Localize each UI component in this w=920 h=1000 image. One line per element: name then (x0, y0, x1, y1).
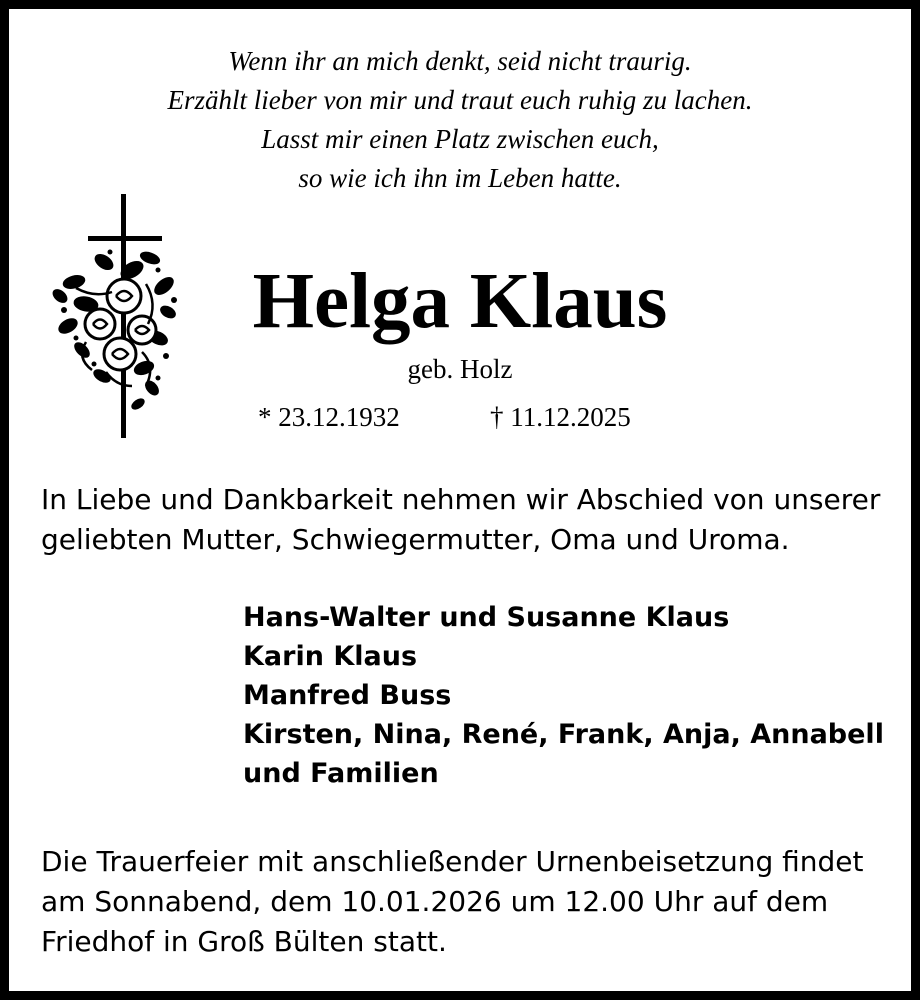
poem-line: Erzählt lieber von mir und traut euch ruhig zu lachen. (167, 85, 753, 115)
ceremony-line: Friedhof in Groß Bülten statt. (41, 925, 447, 958)
memorial-poem (60, 42, 860, 198)
death-date: † 11.12.2025 (490, 402, 631, 432)
maiden-name: geb. Holz (407, 354, 513, 384)
birth-date: * 23.12.1932 (258, 402, 400, 432)
mourners-list (243, 598, 883, 793)
cross-with-flowers-icon (46, 192, 182, 440)
poem-line: Wenn ihr an mich denkt, seid nicht traurig. (228, 46, 692, 76)
poem-line: so wie ich ihn im Leben hatte. (298, 163, 622, 193)
ceremony-text (41, 842, 881, 962)
mourner-entry: Manfred Buss (243, 680, 452, 711)
poem-line: Lasst mir einen Platz zwischen euch, (261, 124, 659, 154)
mourner-entry: Karin Klaus (243, 641, 418, 672)
deceased-name: Helga Klaus (252, 258, 668, 345)
farewell-text (41, 480, 881, 560)
ceremony-line: Die Trauerfeier mit anschließender Urnenbeisetzung findet (41, 845, 864, 878)
farewell-line: In Liebe und Dankbarkeit nehmen wir Abschied von unserer (41, 483, 881, 516)
ceremony-line: am Sonnabend, dem 10.01.2026 um 12.00 Uhr auf dem (41, 885, 829, 918)
mourner-entry: und Familien (243, 758, 439, 789)
mourner-entry: Hans-Walter und Susanne Klaus (243, 602, 730, 633)
mourner-entry: Kirsten, Nina, René, Frank, Anja, Annabell (243, 719, 884, 750)
farewell-line: geliebten Mutter, Schwiegermutter, Oma und Uroma. (41, 523, 790, 556)
